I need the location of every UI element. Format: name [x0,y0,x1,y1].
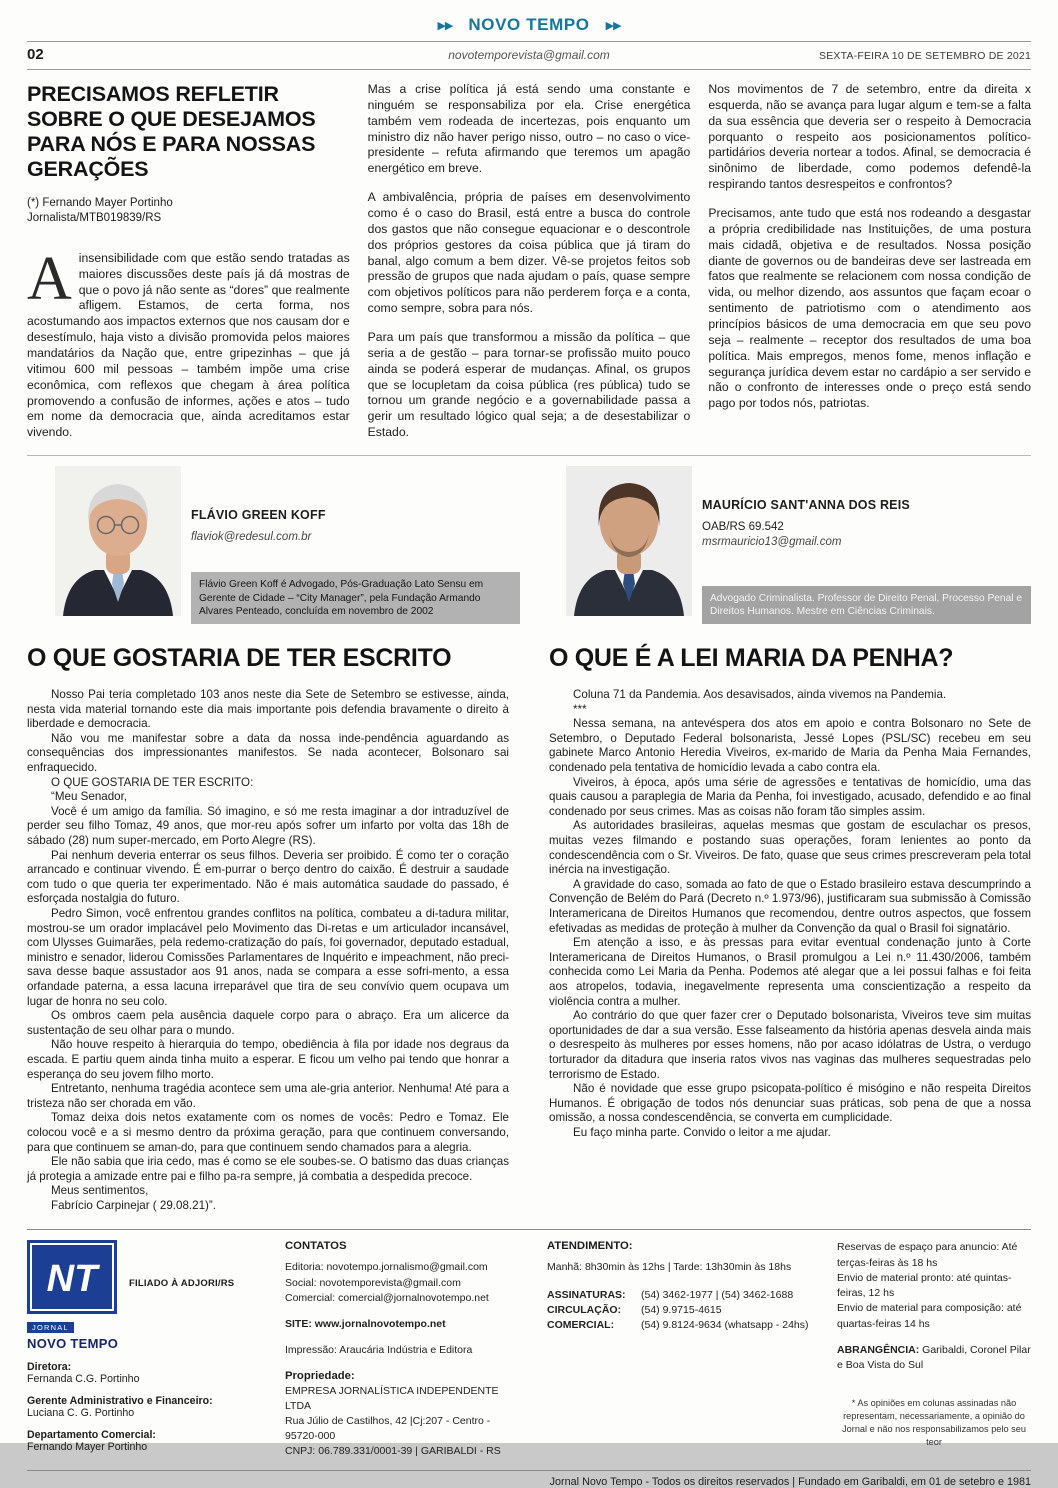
paragraph: Entretanto, nenhuma tragédia acontece sem uma ale-gria anterior. Nenhuma! Até para a tristeza não ser chorada em vão. [27,1082,509,1110]
newspaper-title: NOVO TEMPO [468,15,590,34]
contact-value: novotempo.jornalismo@gmail.com [326,1261,488,1274]
author-registry: OAB/RS 69.542 [702,521,784,534]
article-lei-maria-da-penha [549,640,1031,1213]
footer-columns [27,1240,1031,1459]
deadline-lines [837,1240,1031,1331]
lead-byline-credentials: Jornalista/MTB019839/RS [27,212,162,225]
article-body [549,688,1031,1140]
paragraph: “Meu Senador, [51,790,128,804]
author-photo [566,466,692,616]
staff-item [27,1429,263,1453]
paragraph: Nessa semana, na antevéspera dos atos em apoio e contra Bolsonaro no Sete de Setembro, o Deputado Federal bolsonarista, Jessé Lopes (PSL/SC) recebeu em seu gabinete Marco Antonio Heredia Viveiros, ex-marido de Maria da Penha Maia Fernandes, condenado pela tentativa de homicídio levada a cabo contra ela. [549,717,1031,775]
paragraph: A ambivalência, própria de países em desenvolvimento como é o caso do Brasil, está entre a busca do controle dos gastos que não consegue equacionar e o descontrole dos próprios gestores da coisa pública que já tiram do banal, algo comum a bem dizer. Vê-se projetos feitos sob pressão de grupos que nada ajudam o país, quase sempre com objetivos políticos para não perderem força e a conta, como sempre, sobra para nós. [367,190,691,316]
print-label: Impressão: [285,1344,337,1357]
staff-role: Departamento Comercial: [27,1429,156,1442]
paragraph: Em atenção a isso, e às pressas para evitar eventual condenação junto à Corte Interamericana de Direitos Humanos, o Brasil promulgou a Lei n.º 11.430/2006, também conhecida como Lei Maria da Penha. Podemos até alegar que a lei possui falhas e foi feita aos atropelos, todavia, inegavelmente representa uma conscientização a respeito da violência contra a mulher. [549,936,1031,1008]
lead-byline [27,196,350,227]
lead-opening-paragraph [27,244,350,441]
site-line [285,1317,525,1332]
paragraph: Meus sentimentos, [51,1184,149,1198]
author-email: flaviok@redesul.com.br [191,531,312,544]
copyright-bar [27,1470,1031,1488]
service-row [547,1288,815,1303]
print-value: Araucária Indústria e Editora [339,1344,473,1357]
lead-article [27,82,1031,441]
author-portrait-illustration [55,466,181,616]
masthead-decor-left-icon: ▶▶ [437,19,453,32]
footer [27,1229,1031,1487]
logo-jornal-label: JORNAL [27,1322,74,1333]
contact-label: Social: [285,1276,317,1289]
print-line [285,1343,525,1358]
service-row [547,1303,815,1318]
service-value: (54) 3462-1977 | (54) 3462-1688 [641,1288,794,1301]
service-value: (54) 9.8124-9634 (whatsapp - 24hs) [641,1319,809,1332]
svg-text:NT: NT [46,1258,98,1301]
paragraph: A gravidade do caso, somada ao fato de que o Estado brasileiro estava descumprindo a Convenção de Belém do Pará (Decreto n.º 1.973/96), justificaram sua submissão à Comissão Interamericana de Direitos Humanos que recomendou, dentre outros aspectos, que fossem efetivadas as medidas de proteção à mulher da Convenção da qual o Brasil foi signatário. [549,877,1031,935]
property-line: Rua Júlio de Castilhos, 42 |Cj:207 - Centro - 95720-000 [285,1415,491,1443]
paragraph: Você é um amigo da família. Só imagino, e só me resta imaginar a dor intraduzível de perder seu filho Tomaz, 49 anos, que mor-reu após sofrer um infarto por volta das 18h de sábado (28) num super-mercado, em Porto Alegre (RS). [27,804,509,848]
author-bio: Flávio Green Koff é Advogado, Pós-Graduação Lato Sensu em Gerente de Cidade – “City Manager”, pela Fundação Armando Alvares Penteado, concluída em novembro de 2002 [191,572,520,624]
service-heading: ATENDIMENTO: [547,1240,633,1253]
author-name: FLÁVIO GREEN KOFF [191,508,326,523]
paragraph: Não é novidade que esse grupo psicopata-político é misógino e não respeita Direitos Humanos. É obrigação de todos nós denunciar suas práticas, sob pena de que a nossa omissão, a nossa condescendência, se converta em cumplicidade. [549,1082,1031,1125]
staff-role: Gerente Administrativo e Financeiro: [27,1395,213,1408]
staff-list [27,1361,263,1453]
paragraph: Pedro Simon, você enfrentou grandes conflitos na política, combateu a di-tadura militar, mostrou-se um orador implacável pelo Movimento das Di-retas e um articulador incansável, com Ulysses Guimarães, pela redemo-cratização do país, foi governador, deputado estadual, ministro e senador, liderou Comissões Parlamentares de Inquérito e impeachment, não preci-sava desse baque assustador aos 91 anos, nada se compara a esse sofri-mento, a essa orfandade paterna, a essa lacuna irreparável que tira de seu convívio quem ocupava um lugar de honra no seu colo. [27,907,509,1008]
service-row [547,1318,815,1333]
dropcap: A [27,244,72,313]
footer-deadlines-column [837,1240,1031,1459]
masthead-decor-right-icon: ▶▶ [605,19,621,32]
author-card-flavio-green-koff [27,466,520,624]
contact-label: Comercial: [285,1291,336,1304]
masthead-date: SEXTA-FEIRA 10 DE SETEMBRO DE 2021 [819,50,1032,62]
author-photo [55,466,181,616]
paragraph: Ele não sabia que iria cedo, mas é como se ele soubes-se. O batismo das duas crianças já protegia a amizade entre pai e filho pa-ra sempre, já combatia a despedida precoce. [27,1155,509,1183]
brand-row [27,1240,263,1314]
paragraph: Não vou me manifestar sobre a data da nossa inde-pendência aguardando as consequências dos impressionantes manifestos. Se nada acontecer, Bolsonaro sai enfraquecido. [27,731,509,775]
contact-lines [285,1260,525,1306]
paragraph: Eu faço minha parte. Convido o leitor a me ajudar. [573,1125,831,1139]
authors-section [27,455,1031,624]
paragraph: Os ombros caem pela ausência daquele corpo para o abraço. Era um alicerce da sustentação de seu olhar para o mundo. [27,1009,509,1037]
paragraph: Viveiros, à época, após uma série de agressões e tentativas de homicídio, uma das quais causou a paraplegia de Maria da Penha, foi investigado, acusado, defendido e ao final condenado por seus crimes. Mas as coisas não foram tão simples assim. [549,775,1031,818]
service-label: COMERCIAL: [547,1319,615,1332]
copyright-text: Jornal Novo Tempo - Todos os direitos reservados | Fundado em Garibaldi, em 01 de setebro e 1981 [549,1475,1031,1488]
service-rows [547,1288,815,1334]
article-o-que-gostaria [27,640,509,1213]
paragraph: Nosso Pai teria completado 103 anos neste dia Sete de Setembro se estivesse, ainda, nesta vida material tornando este dia mais importante pois defendia bravamente o direito à liberdade e democracia. [27,688,509,731]
masthead-rule-bottom [27,69,1031,70]
author-card-mauricio-santanna [538,466,1031,624]
article-headline: O QUE GOSTARIA DE TER ESCRITO [27,644,452,673]
paragraph: O QUE GOSTARIA DE TER ESCRITO: [51,775,254,789]
affiliation-text: FILIADO À ADJORI/RS [129,1278,235,1290]
lead-column-2 [368,82,691,441]
staff-item [27,1395,263,1419]
contact-line [285,1291,525,1306]
paragraph: Pai nenhum deveria enterrar os seus filhos. Deveria ser proibido. É como ter o coração arrancado e continuar vivendo. É em-purrar o berço dentro do caixão. É destruir a saudade com tudo o que queria ter experimentado. Não é mais automática saudade do passado, é esforçada nostalgia do futuro. [27,848,509,906]
contact-value: comercial@jornalnovotempo.net [338,1291,489,1304]
author-portrait-illustration [566,466,692,616]
bottom-articles [27,640,1031,1213]
paragraph: Precisamos, ante tudo que está nos rodeando a desgastar a própria credibilidade nas Instituições, de uma postura mais cidadã, objetiva e de resultados. Nossa posição diante de governos ou de bandeiras deve ser lastreada em fatos que realmente se relacionem com nossa condição de vida, ou melhor dizendo, aos assuntos que façam ecoar o sentimento de patriotismo com o atendimento aos princípios básicos de uma democracia em que seu povo seja – realmente – receptor dos resultados de uma boa política. Mais empregos, menos fome, menos inflação e segurança jurídica devem estar no cardápio a ser servido e não o confronto de interesses onde o preço está sendo pago por todos nós, patriotas. [708,206,1032,411]
contact-line [285,1276,525,1291]
paragraph: Mas a crise política já está sendo uma constante e ninguém se responsabiliza por ela. Crise energética também vem rodeada de incertezas, pois enquanto um ministro diz não haver perigo nisso, outro – no caso o vice-presidente – refuta afirmando que teremos um apagão energético em breve. [367,82,691,176]
opinions-disclaimer: * As opiniões em colunas assinadas não representam, necessariamente, a opinião do Jornal e não nos responsabilizamos pelo seu teor [842,1398,1026,1447]
property-lines [285,1384,525,1460]
paragraph: Ao contrário do que quer fazer crer o Deputado bolsonarista, Viveiros teve sim muitas oportunidades de dar a sua versão. Esse falseamento da história apenas desvela ainda mais o desrespeito às mulheres por esses homens, não por acaso idólatras de Ustra, o verdugo torturador da ditadura que inseria ratos vivos nas vaginas das mulheres sequestradas pelo terrorismo de Estado. [549,1009,1031,1081]
staff-role: Diretora: [27,1361,72,1374]
page-number: 02 [27,46,44,63]
author-info [191,466,520,624]
paragraph: Não houve respeito à hierarquia do tempo, obediência à fila por idade nos degraus da escada. E partiu quem ainda tinha muito a esperar. E ficou um velho pai tendo que honrar a esperança do seu jovem filho morto. [27,1038,509,1081]
contact-line [285,1260,525,1275]
contact-label: Editoria: [285,1261,324,1274]
article-body [27,688,509,1213]
staff-name: Fernanda C.G. Portinho [27,1373,140,1386]
service-label: CIRCULAÇÃO: [547,1303,622,1316]
masthead [27,8,1031,70]
contacts-heading: CONTATOS [285,1240,347,1253]
author-name: MAURÍCIO SANT'ANNA DOS REIS [702,498,910,513]
logo-caption [27,1317,263,1351]
service-label: ASSINATURAS: [547,1288,626,1301]
deadline-line: Envio de material para composição: até quartas-feiras 14 hs [837,1302,1022,1330]
property-line: CNPJ: 06.789.331/0001-39 | GARIBALDI - RS [285,1445,501,1458]
lead-column-3 [708,82,1031,441]
nt-monogram-icon [27,1240,117,1314]
paragraph: Tomaz deixa dois netos exatamente com os nomes de vocês: Pedro e Tomaz. Ele colocou você e a si mesmo dentro da próxima geração, para que continuem conversando, para que continuem se aman-do, para que continuem sendo chamados para a alegria. [27,1111,509,1154]
novo-tempo-logo [27,1240,117,1314]
lead-headline: PRECISAMOS REFLETIR SOBRE O QUE DESEJAMOS PARA NÓS E PARA NOSSAS GERAÇÕES [27,82,316,181]
coverage-label: ABRANGÊNCIA: [837,1343,920,1356]
lead-column-1 [27,82,350,441]
footer-contacts-column [285,1240,525,1459]
lead-opening-text: insensibilidade com que estão sendo tratadas as maiores discussões deste país já dá mostras de que o povo já não sente as “dores” que realmente afligem. Estamos, de certa forma, nos acostumando aos impactos externos que nos causam dor e desestímulo, haja visto a divisão promovida pelos maiores mandatários da Nação que, entre gripezinhas – que já vitimou 600 mil pessoas – também impõe uma crise econômica, com reflexos que chegam à área política promovendo a confusão de informes, ações e atos – tudo em nome da democracia que, ainda acreditamos estar vivendo. [27,250,350,440]
footer-service-column [547,1240,815,1459]
paragraph: As autoridades brasileiras, aquelas mesmas que gostam de esculachar os presos, muitas vezes filmando e postando suas operações, foram lenientes ao ponto da condescendência com o Sr. Viveiros. De fato, quase que seus crimes prescreveram pela total inércia na investigação. [549,819,1031,877]
masthead-info-row [27,42,1031,69]
coverage-value: Garibaldi, Coronel Pilar e Boa Vista do Sul [837,1343,1031,1371]
paragraph: Fabrício Carpinejar ( 29.08.21)”. [51,1198,216,1212]
paragraph: Coluna 71 da Pandemia. Aos desavisados, ainda vivemos na Pandemia. [573,688,947,702]
paragraph: Nos movimentos de 7 de setembro, entre da direita x esquerda, não se avança para lugar algum e tem-se a falta da sua essência que deveria ser o respeito à Democracia porquanto o respeito aos posicionamentos político-partidários deveria nortear a todos. Afinal, se democracia é sinônimo de liberdade, como podemos defendê-la respirando tantos desrespeitos e confrontos? [708,82,1032,192]
property-heading: Propriedade: [285,1369,355,1382]
lead-byline-author: (*) Fernando Mayer Portinho [27,196,173,209]
author-bio: Advogado Criminalista. Professor de Direito Penal, Processo Penal e Direitos Humanos. Mestre em Ciências Criminais. [702,586,1031,625]
article-headline: O QUE É A LEI MARIA DA PENHA? [549,644,954,673]
site-value: www.jornalnovotempo.net [314,1318,446,1331]
service-value: (54) 9.9715-4615 [641,1303,722,1316]
logo-newspaper-name: NOVO TEMPO [27,1336,119,1352]
paragraph: Para um país que transformou a missão da política – que seria a de gestão – para tornar-se profissão muito pouco ainda se poderá esperar de mudanças. Afinal, os grupos que se locupletam da coisa pública (res pública) tudo se tornou um grande negócio e a governabilidade passa a gerir um resultado lógico qual seja; a de desestabilizar o Estado. [367,330,691,440]
contact-value: novotemporevista@gmail.com [319,1276,461,1289]
masthead-title-row [27,8,1031,41]
staff-name: Fernando Mayer Portinho [27,1441,148,1454]
paragraph: *** [573,702,587,716]
author-email: msrmauricio13@gmail.com [702,536,842,549]
service-hours: Manhã: 8h30min às 12hs | Tarde: 13h30min às 18hs [547,1261,792,1274]
site-label: SITE: [285,1318,312,1331]
author-info [702,466,1031,624]
footer-brand-column [27,1240,263,1459]
staff-item [27,1361,263,1385]
property-line: EMPRESA JORNALÍSTICA INDEPENDENTE LTDA [285,1384,499,1412]
deadline-line: Envio de material pronto: até quintas-feiras, 12 hs [837,1271,1012,1300]
coverage-line [837,1343,1031,1373]
staff-name: Luciana C. G. Portinho [27,1407,135,1420]
deadline-line: Reservas de espaço para anuncio: Até terças-feiras às 18 hs [837,1241,1018,1269]
masthead-email: novotemporevista@gmail.com [448,48,610,62]
